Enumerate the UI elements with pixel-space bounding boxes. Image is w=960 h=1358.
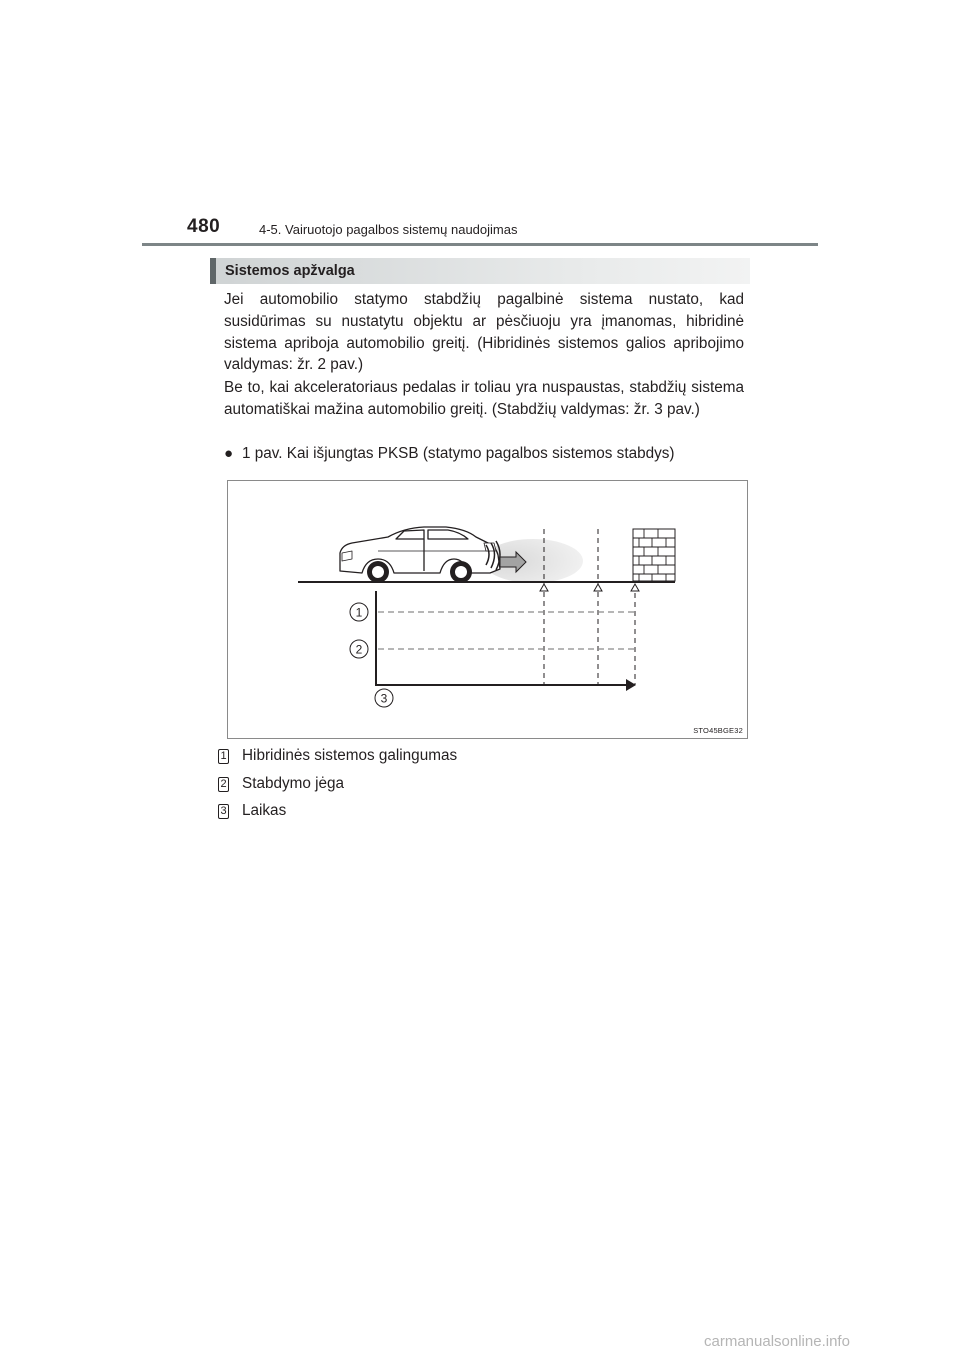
marker-3-label: 3 bbox=[380, 691, 388, 706]
page-number: 480 bbox=[187, 216, 221, 237]
bullet-icon: ● bbox=[224, 445, 234, 462]
section-title: Sistemos apžvalga bbox=[225, 263, 355, 279]
legend-number-3: 3 bbox=[218, 804, 229, 819]
paragraph-2: Be to, kai akceleratoriaus pedalas ir toliau yra nuspaustas, stabdžių sistema automatiškai mažina automobilio greitį. (Stabdžių valdymas: žr. 3 pav.) bbox=[224, 379, 744, 418]
marker-2-label: 2 bbox=[355, 642, 363, 657]
marker-3 bbox=[375, 689, 393, 707]
marker-2 bbox=[350, 640, 368, 658]
legend-label-1: Hibridinės sistemos galingumas bbox=[242, 747, 458, 764]
figure-code: STO45BGE32 bbox=[693, 726, 743, 735]
brick-wall-icon bbox=[633, 529, 675, 581]
header-rule bbox=[142, 243, 818, 246]
parking-brake-diagram bbox=[228, 481, 747, 738]
bullet-text: 1 pav. Kai išjungtas PKSB (statymo pagalbos sistemos stabdys) bbox=[242, 445, 675, 462]
time-axis-arrow bbox=[626, 679, 636, 691]
car-icon bbox=[340, 527, 500, 573]
chapter-title: 4-5. Vairuotojo pagalbos sistemų naudojimas bbox=[259, 222, 518, 237]
illustration-figure bbox=[227, 480, 748, 739]
bullet-item bbox=[224, 443, 674, 465]
level-lines bbox=[378, 612, 635, 649]
section-accent bbox=[210, 258, 216, 284]
legend-label-2: Stabdymo jėga bbox=[242, 775, 345, 792]
marker-1 bbox=[350, 603, 368, 621]
legend-label-3: Laikas bbox=[242, 802, 287, 819]
event-markers bbox=[540, 584, 639, 591]
legend-number-2: 2 bbox=[218, 777, 229, 792]
paragraph-1: Jei automobilio statymo stabdžių pagalbinė sistema nustato, kad susidūrimas su nustatytu objektu ar pėsčiuoju yra įmanomas, hibridinė sistema apriboja automobilio greitį. (Hibridinės sistemos galios apribojimo valdymas: žr. 2 pav.) bbox=[224, 291, 744, 374]
section-heading bbox=[210, 258, 750, 284]
marker-1-label: 1 bbox=[355, 605, 363, 620]
legend-number-1: 1 bbox=[218, 749, 229, 764]
footer-watermark: carmanualsonline.info bbox=[704, 1333, 850, 1350]
